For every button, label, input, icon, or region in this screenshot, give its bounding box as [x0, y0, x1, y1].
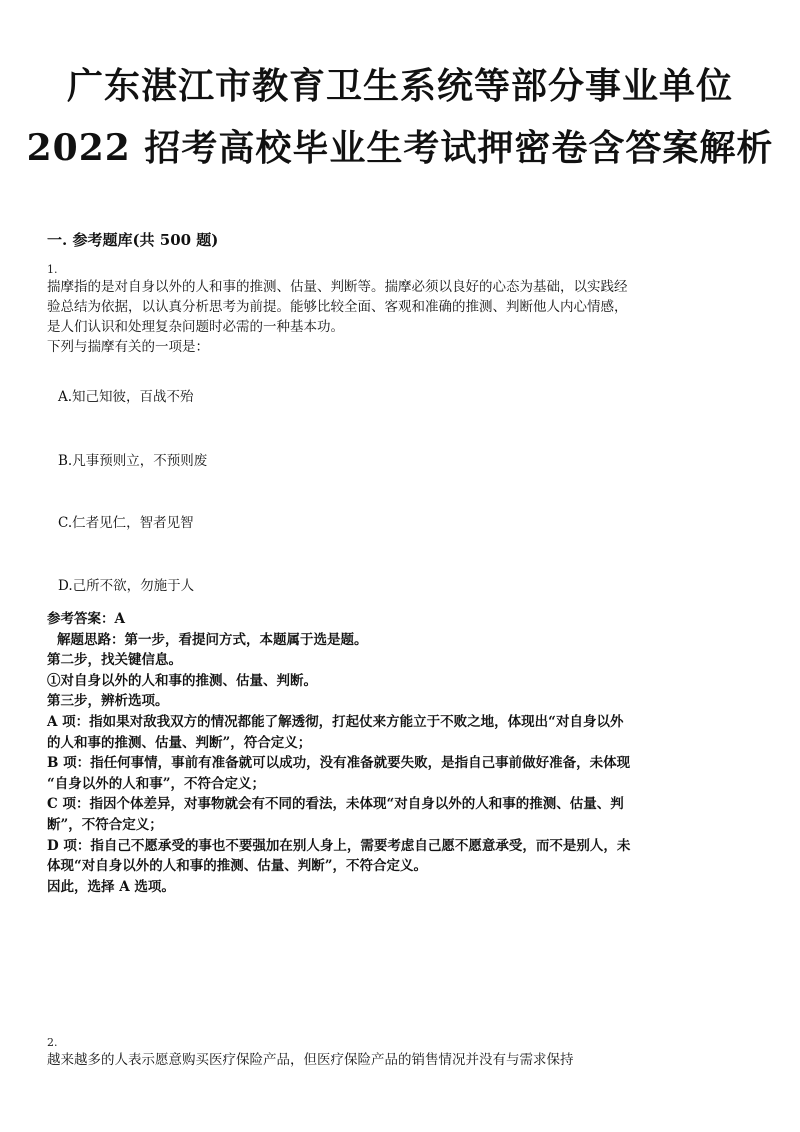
explanation-line: 第二步，找关键信息。	[47, 652, 182, 669]
option-c: C.仁者见仁，智者见智	[58, 515, 194, 531]
explanation-line: “自身以外的人和事”，不符合定义；	[47, 775, 266, 792]
answer-explanation	[47, 609, 767, 897]
stem-line: 揣摩指的是对自身以外的人和事的推测、估量、判断等。揣摩必须以良好的心态为基础，以实践经	[47, 279, 628, 295]
stem-line: 越来越多的人表示愿意购买医疗保险产品，但医疗保险产品的销售情况并没有与需求保持	[47, 1052, 574, 1068]
stem-line: 验总结为依据，以认真分析思考为前提。能够比较全面、客观和准确的推测、判断他人内心情感，	[47, 299, 628, 315]
explanation-line: ①对自身以外的人和事的推测、估量、判断。	[47, 672, 317, 689]
explanation-line: 断”，不符合定义；	[47, 816, 163, 833]
explanation-line: C 项：指因个体差异，对事物就会有不同的看法，未体现“对自身以外的人和事的推测、估量、判	[47, 796, 624, 813]
stem-line: 是人们认识和处理复杂问题时必需的一种基本功。	[47, 319, 344, 335]
question-number: 1.	[47, 263, 58, 276]
explanation-line: 体现“对自身以外的人和事的推测、估量、判断”，不符合定义。	[47, 858, 428, 875]
section-heading: 一. 参考题库(共 500 题)	[47, 231, 219, 249]
question-1	[47, 263, 759, 357]
stem-line: 下列与揣摩有关的一项是：	[47, 339, 209, 355]
document-title-line-2: 2022 招考高校毕业生考试押密卷含答案解析	[26, 127, 774, 169]
explanation-line: 第三步，辨析选项。	[47, 693, 169, 710]
answer-label: 参考答案：A	[47, 611, 125, 627]
question-2	[47, 1036, 759, 1070]
option-b: B.凡事预则立，不预则废	[58, 453, 208, 469]
option-a: A.知己知彼，百战不殆	[58, 389, 194, 405]
explanation-line: B 项：指任何事情，事前有准备就可以成功，没有准备就要失败，是指自己事前做好准备，未体现	[47, 755, 631, 772]
explanation-line: 因此，选择 A 选项。	[47, 878, 175, 895]
document-title-line-1: 广东湛江市教育卫生系统等部分事业单位	[66, 65, 733, 107]
option-d: D.己所不欲，勿施于人	[58, 578, 195, 594]
explanation-line: 的人和事的推测、估量、判断”，符合定义；	[47, 734, 312, 751]
explanation-line: A 项：指如果对敌我双方的情况都能了解透彻，打起仗来方能立于不败之地，体现出“对自身以外	[47, 713, 624, 730]
question-stem	[47, 1050, 759, 1070]
explanation-line: D 项：指自己不愿承受的事也不要强加在别人身上，需要考虑自己愿不愿意承受，而不是别人，未	[47, 837, 631, 854]
question-stem	[47, 277, 759, 357]
explanation-line: 解题思路：第一步，看提问方式，本题属于选是题。	[57, 631, 368, 648]
question-number: 2.	[47, 1036, 58, 1049]
